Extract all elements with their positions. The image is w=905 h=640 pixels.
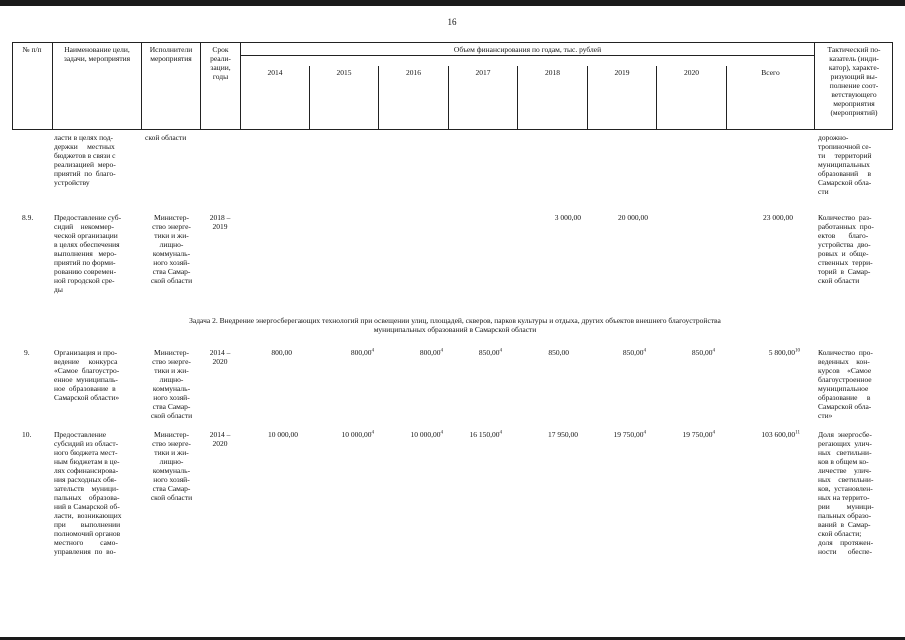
row-9-2015: 800,00$^4$ — [350, 348, 374, 357]
top-border — [0, 0, 905, 6]
row-10-indicator: Доля энергосбе- регающих улич- ных светильни- ков в общем ко- личестве улич- ных светильни- ков, установлен- ных на террито- рии муници- пальных образо- ваний в Самар- ской области; доля протяжен- ности обеспе- — [818, 430, 874, 556]
row-8-9-2019: 20 000,00 — [618, 213, 648, 222]
row-9-2020: 850,00$^4$ — [691, 348, 715, 357]
page-number: 16 — [447, 17, 457, 27]
header-name: Наименование цели, задачи, мероприятия — [63, 45, 131, 63]
row-10-name: Предоставление субсидий из област- ного бюджета мест- ным бюджетам в це- лях софинансирова- ния расходных обя- зательств муници- пальных образова- ний в Самарской об- ласти, возникающих при выполнении полномочий органов местного само- управления по во- — [54, 430, 122, 556]
header-year-2019: 2019 — [614, 68, 630, 77]
row-10-2018: 17 950,00 — [548, 430, 578, 439]
header-finance: Объем финансирования по годам, тыс. рублей — [453, 45, 602, 54]
row-8-9-2018: 3 000,00 — [554, 213, 581, 222]
header-executors: Исполнители мероприятия — [149, 45, 193, 63]
row-10-2015: 10 000,00$^4$ — [341, 430, 374, 439]
header-year-2015: 2015 — [336, 68, 352, 77]
row-10-2014: 10 000,00 — [268, 430, 298, 439]
row-9-indicator: Количество про- веденных кон- курсов «Самое благоустроенное муниципальное образование в Самарской обла- сти» — [818, 348, 873, 420]
header-year-2014: 2014 — [267, 68, 283, 77]
row-8-9-term: 2018 – 2019 — [209, 213, 231, 231]
row-9-2016: 800,00$^4$ — [419, 348, 443, 357]
row-9-2018: 850,00 — [548, 348, 569, 357]
row-8-9-num: 8.9. — [22, 213, 34, 222]
row-8-9-executors: Министер- ство энерге- тики и жи- лищно- коммуналь- ного хозяй- ства Самар- ской области — [150, 213, 193, 285]
row-9-num: 9. — [24, 348, 30, 357]
row-9-2017: 850,00$^4$ — [478, 348, 502, 357]
row-10-2020: 19 750,00$^4$ — [682, 430, 715, 439]
header-year-2017: 2017 — [475, 68, 491, 77]
row-8-9-name: Предоставление суб- сидий некоммер- ческой организации в целях обеспечения выполнения меро- приятий по форми- рованию современ- ной городской сре- ды — [54, 213, 122, 294]
header-term: Срок реали- зации, годы — [210, 45, 231, 81]
row-8-9-total: 23 000,00 — [763, 213, 793, 222]
header-num: № п/п — [22, 45, 42, 54]
row-10-total: 103 600,00$^{11}$ — [761, 430, 800, 439]
row-10-executors: Министер- ство энерге- тики и жи- лищно- коммуналь- ного хозяй- ства Самар- ской области — [150, 430, 193, 502]
row-10-2016: 10 000,00$^4$ — [410, 430, 443, 439]
cont-name: ласти в целях под- держки местных бюджетов в связи с реализацией меро- приятий по благо- устройству — [54, 133, 116, 187]
row-10-term: 2014 – 2020 — [209, 430, 231, 448]
row-9-name: Организация и про- ведение конкурса «Самое благоустро- енное муниципаль- ное образование в Самарской области» — [54, 348, 120, 402]
row-10-2019: 19 750,00$^4$ — [613, 430, 646, 439]
row-9-executors: Министер- ство энерге- тики и жи- лищно- коммуналь- ного хозяй- ства Самар- ской области — [150, 348, 193, 420]
row-9-2019: 850,00$^4$ — [622, 348, 646, 357]
row-9-2014: 800,00 — [271, 348, 292, 357]
row-8-9-indicator: Количество раз- работанных про- ектов благо- устройства дво- ровых и обще- ственных терри- торий в Самар- ской области — [818, 213, 874, 285]
header-indicator: Тактический по- казатель (инди- катор), характе- ризующий вы- полнение соот- ветствующего мероприятия (мероприятий) — [827, 45, 881, 117]
row-10-num: 10. — [22, 430, 32, 439]
header-total: Всего — [761, 68, 780, 77]
cont-executors: ской области — [145, 133, 187, 142]
row-9-total: 5 800,00$^{10}$ — [768, 348, 800, 357]
task-2-heading: Задача 2. Внедрение энергосберегающих технологий при освещении улиц, площадей, скверов, парков культуры и отдыха, других объектов внешнего благоустройства муниципальных образований в Самарской области — [189, 316, 721, 334]
cont-indicator: дорожно- тропиночной се- ти территорий муниципальных образований в Самарской обла- сти — [818, 133, 872, 196]
row-10-2017: 16 150,00$^4$ — [469, 430, 502, 439]
row-9-term: 2014 – 2020 — [209, 348, 231, 366]
header-year-2018: 2018 — [545, 68, 560, 77]
header-year-2020: 2020 — [684, 68, 699, 77]
header-year-2016: 2016 — [406, 68, 421, 77]
